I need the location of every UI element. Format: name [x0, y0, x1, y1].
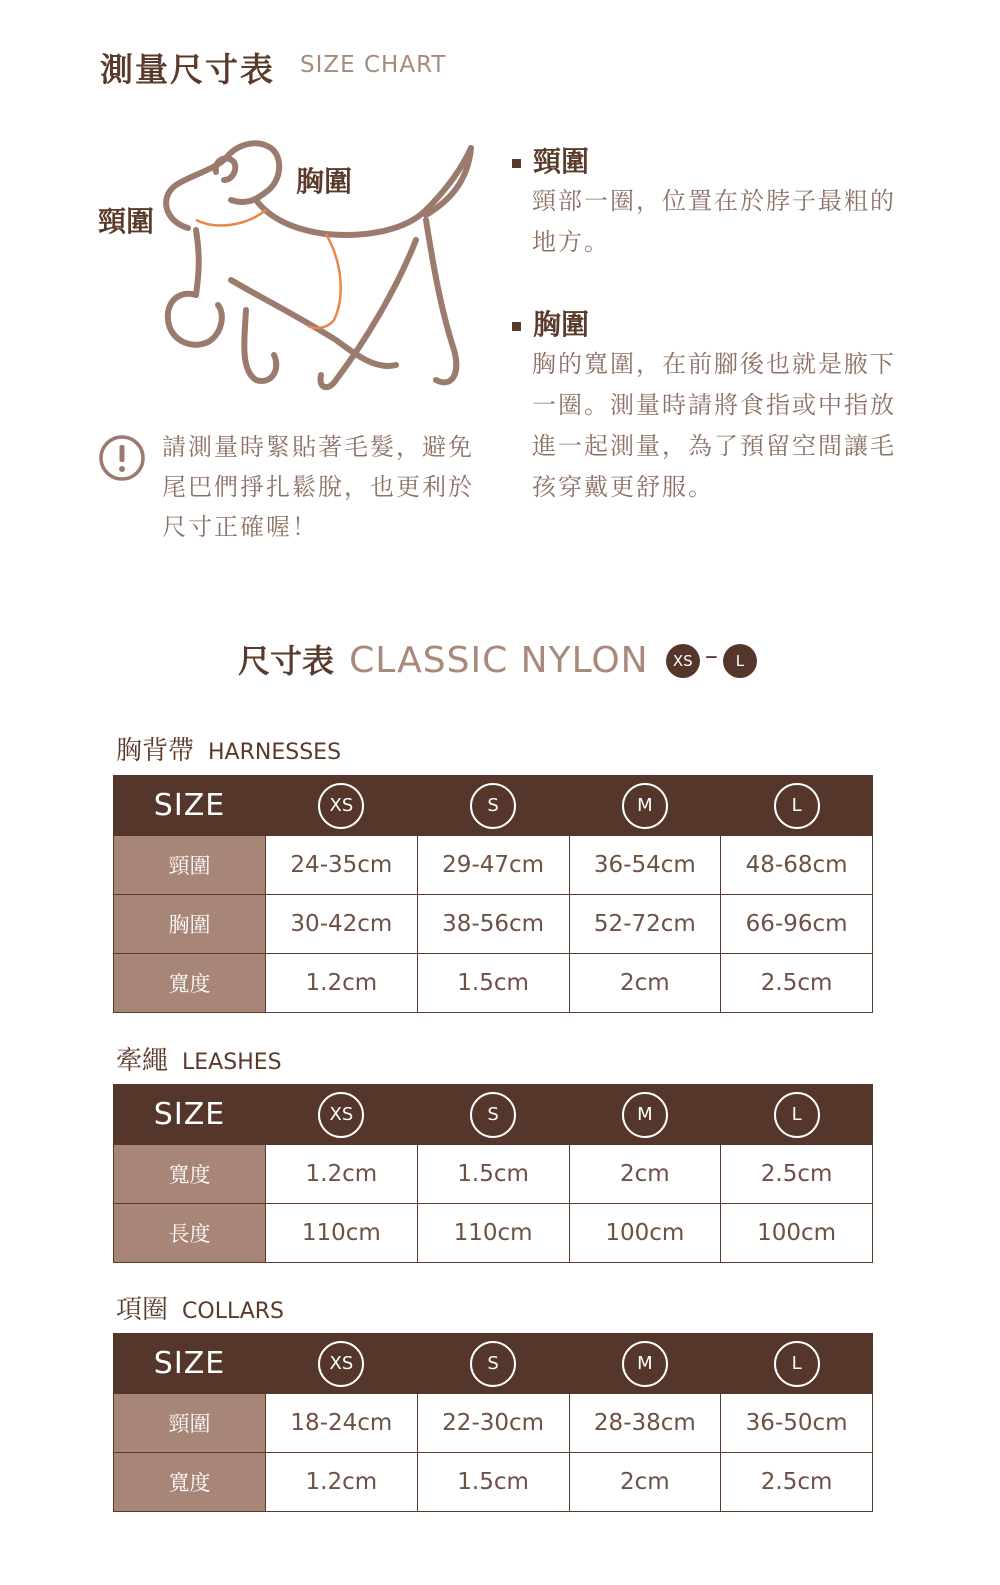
size-header: SIZE	[114, 1334, 266, 1394]
page-title: 測量尺寸表	[100, 50, 275, 89]
size-l: L	[721, 1085, 873, 1145]
neck-measure-desc: 頸部一圈，位置在於脖子最粗的地方。	[532, 187, 896, 256]
size-s: S	[417, 1334, 569, 1394]
table-header-row	[114, 776, 873, 836]
table-row: 寬度 1.2cm 1.5cm 2cm 2.5cm	[114, 954, 873, 1013]
harnesses-table	[113, 775, 873, 1013]
size-m: M	[569, 1334, 721, 1394]
size-m: M	[569, 1085, 721, 1145]
table-header-row	[114, 1334, 873, 1394]
leashes-heading: 牽繩 LEASHES	[116, 1046, 282, 1076]
size-l: L	[721, 1334, 873, 1394]
collars-table	[113, 1333, 873, 1512]
size-header: SIZE	[114, 1085, 266, 1145]
size-m: M	[569, 776, 721, 836]
table-header-row	[114, 1085, 873, 1145]
page-subtitle: SIZE CHART	[300, 52, 447, 78]
chest-measure-heading: 胸圍	[512, 303, 589, 343]
dog-measurement-illustration	[96, 130, 486, 400]
table-row: 寬度 1.2cm 1.5cm 2cm 2.5cm	[114, 1145, 873, 1204]
size-l: L	[721, 776, 873, 836]
size-header: SIZE	[114, 776, 266, 836]
collars-heading: 項圈 COLLARS	[116, 1295, 285, 1325]
warning-text: 請測量時緊貼著毛髮，避免尾巴們掙扎鬆脫，也更利於尺寸正確喔！	[162, 433, 474, 541]
harnesses-heading: 胸背帶 HARNESSES	[116, 736, 342, 766]
table-row: 長度 110cm 110cm 100cm 100cm	[114, 1204, 873, 1263]
table-row: 胸圍 30-42cm 38-56cm 52-72cm 66-96cm	[114, 895, 873, 954]
size-xs: XS	[266, 1085, 418, 1145]
size-xs: XS	[266, 1334, 418, 1394]
neck-measure-heading: 頸圍	[512, 140, 589, 180]
size-s: S	[417, 1085, 569, 1145]
size-xs: XS	[266, 776, 418, 836]
size-to-badge: L	[723, 644, 757, 678]
chest-label: 胸圍	[296, 165, 353, 198]
table-row: 頸圍 24-35cm 29-47cm 36-54cm 48-68cm	[114, 836, 873, 895]
table-row: 寬度 1.2cm 1.5cm 2cm 2.5cm	[114, 1453, 873, 1512]
size-from-badge: XS	[666, 644, 700, 678]
exclamation-icon	[98, 434, 146, 482]
bullet-icon	[512, 322, 521, 331]
neck-label: 頸圍	[98, 205, 155, 238]
size-table-title: 尺寸表 CLASSIC NYLON XS – L	[238, 636, 757, 682]
bullet-icon	[512, 159, 521, 168]
table-row: 頸圍 18-24cm 22-30cm 28-38cm 36-50cm	[114, 1394, 873, 1453]
size-s: S	[417, 776, 569, 836]
leashes-table	[113, 1084, 873, 1263]
chest-measure-desc: 胸的寬圍，在前腳後也就是腋下一圈。測量時請將食指或中指放進一起測量，為了預留空間讓毛孩穿戴更舒服。	[532, 350, 896, 501]
